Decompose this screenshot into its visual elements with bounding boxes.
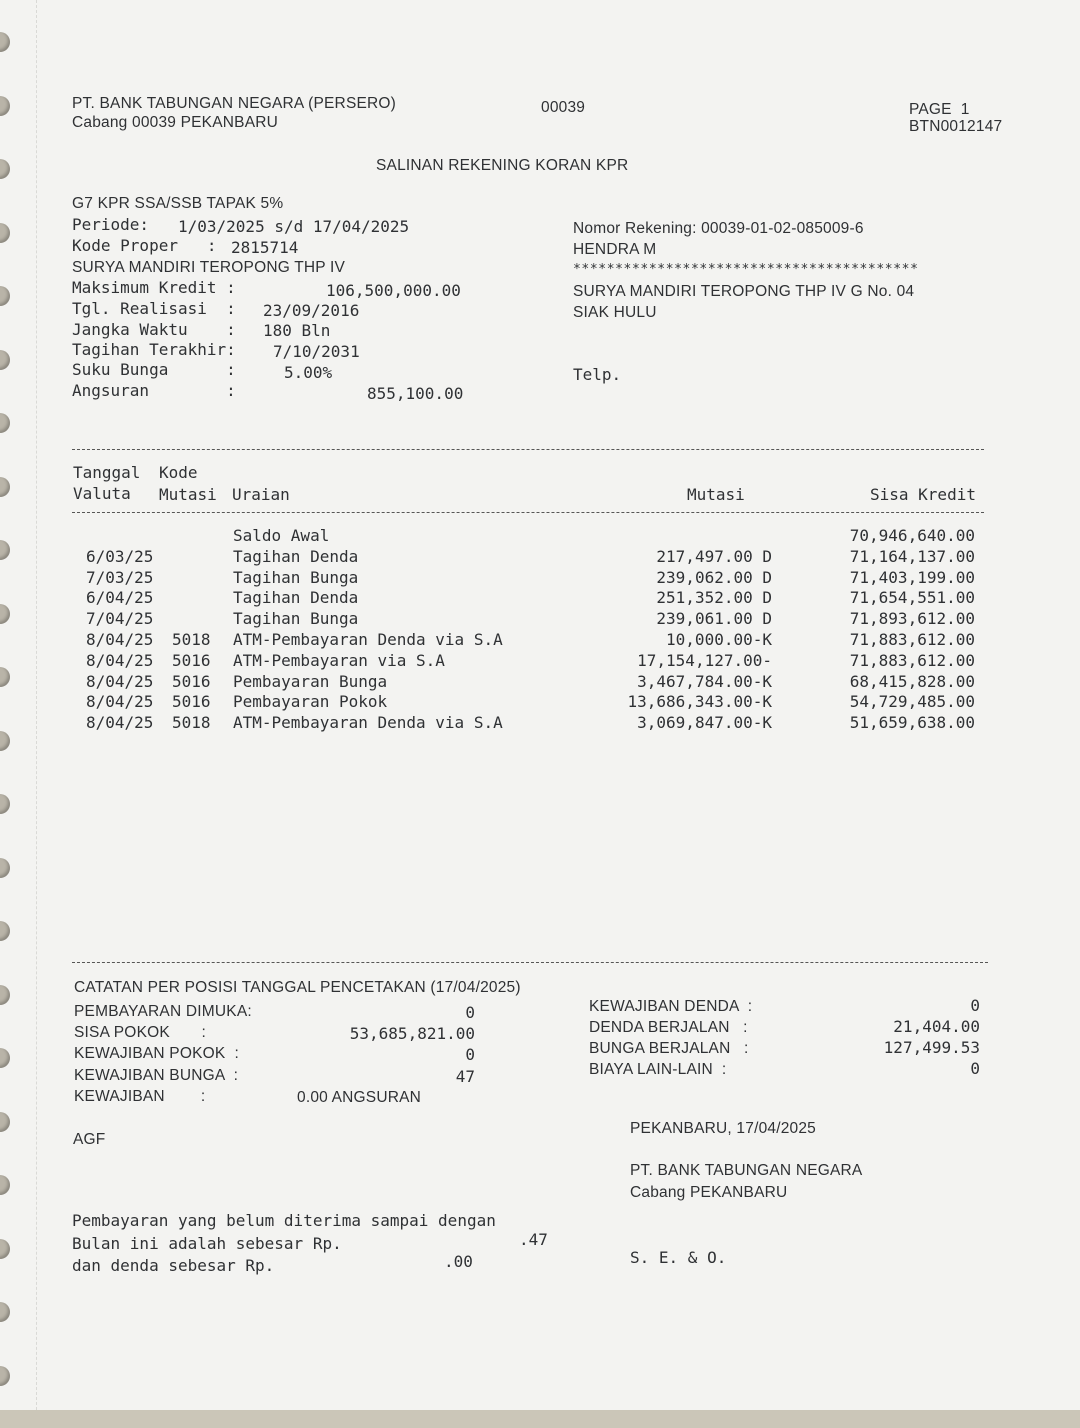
feed-hole xyxy=(0,858,10,878)
row-sisa: 71,654,551.00 xyxy=(849,588,975,608)
summary-left-value: 0.00 ANGSURAN xyxy=(297,1088,422,1106)
summary-left-label: KEWAJIBAN POKOK : xyxy=(74,1045,239,1063)
row-desc: ATM-Pembayaran via S.A xyxy=(233,650,445,670)
bank-name: PT. BANK TABUNGAN NEGARA (PERSERO) xyxy=(72,95,397,112)
summary-right-value: 127,499.53 xyxy=(883,1038,980,1057)
feed-hole xyxy=(0,159,10,179)
signature-branch: Cabang PEKANBARU xyxy=(630,1184,788,1201)
angsuran-label: Angsuran : xyxy=(72,381,236,400)
feed-hole xyxy=(0,794,10,814)
row-sisa: 71,893,612.00 xyxy=(849,609,975,629)
row-date: 8/04/25 xyxy=(86,630,154,649)
row-sisa: 71,403,199.00 xyxy=(849,567,975,587)
col-header-mutasi: Mutasi xyxy=(687,485,745,504)
feed-hole xyxy=(0,223,10,243)
branch-code: 00039 xyxy=(541,99,586,116)
page-number: PAGE 1 xyxy=(909,101,970,118)
row-code: 5018 xyxy=(172,713,211,733)
feed-hole xyxy=(0,286,10,306)
row-code: 5016 xyxy=(172,692,211,712)
feed-hole xyxy=(0,540,10,560)
statement-title: SALINAN REKENING KORAN KPR xyxy=(376,157,629,174)
col-header-kode: Kode xyxy=(159,463,198,482)
row-mutasi: 17,154,127.00- xyxy=(637,650,772,670)
kode-proper-label: Kode Proper : xyxy=(72,236,217,255)
row-desc: Pembayaran Bunga xyxy=(233,671,388,691)
address-line-1: SURYA MANDIRI TEROPONG THP IV G No. 04 xyxy=(573,283,915,300)
maks-kredit-label: Maksimum Kredit : xyxy=(72,278,236,297)
agf-code: AGF xyxy=(73,1131,106,1148)
row-mutasi: 251,352.00 D xyxy=(656,588,772,608)
seo-note: S. E. & O. xyxy=(630,1248,727,1267)
divider-header xyxy=(72,512,984,513)
summary-right-value: 21,404.00 xyxy=(893,1017,980,1036)
col-header-mutasi-code: Mutasi xyxy=(159,485,217,504)
row-mutasi: 3,467,784.00-K xyxy=(637,671,772,691)
row-code: 5018 xyxy=(172,630,211,649)
col-header-tanggal: Tanggal xyxy=(73,463,141,482)
row-sisa: 70,946,640.00 xyxy=(849,526,975,545)
divider-bottom xyxy=(72,962,988,963)
tagihan-terakhir-label: Tagihan Terakhir: xyxy=(72,340,236,359)
row-date: 7/04/25 xyxy=(86,609,154,629)
customer-name: HENDRA M xyxy=(573,241,657,258)
row-mutasi: 10,000.00-K xyxy=(666,630,772,649)
summary-title: CATATAN PER POSISI TANGGAL PENCETAKAN (17/04/2025) xyxy=(74,979,521,996)
suku-bunga-value: 5.00% xyxy=(284,363,333,382)
summary-left-label: PEMBAYARAN DIMUKA: xyxy=(74,1003,252,1020)
summary-right-label: KEWAJIBAN DENDA : xyxy=(589,998,753,1015)
row-sisa: 71,164,137.00 xyxy=(849,546,975,566)
feed-hole xyxy=(0,350,10,370)
feed-hole xyxy=(0,985,10,1005)
summary-left-value: 0 xyxy=(465,1003,475,1022)
col-header-valuta: Valuta xyxy=(73,484,131,503)
summary-left-label: SISA POKOK : xyxy=(74,1024,206,1042)
feed-hole xyxy=(0,96,10,116)
jangka-waktu-value: 180 Bln xyxy=(263,321,331,340)
summary-left-value: 47 xyxy=(455,1066,475,1086)
row-code: 5016 xyxy=(172,650,211,670)
row-date: 7/03/25 xyxy=(86,567,154,587)
document-id: BTN0012147 xyxy=(909,118,1003,135)
col-header-uraian: Uraian xyxy=(232,485,290,504)
project-name: SURYA MANDIRI TEROPONG THP IV xyxy=(72,259,346,276)
row-desc: Saldo Awal xyxy=(233,526,330,545)
row-date: 8/04/25 xyxy=(86,650,154,670)
telp-label: Telp. xyxy=(573,365,622,384)
feed-hole xyxy=(0,1302,10,1322)
row-sisa: 51,659,638.00 xyxy=(849,713,975,733)
feed-hole xyxy=(0,32,10,52)
feed-hole xyxy=(0,1175,10,1195)
summary-right-label: DENDA BERJALAN : xyxy=(589,1019,748,1036)
product-name: G7 KPR SSA/SSB TAPAK 5% xyxy=(72,195,284,212)
periode-label: Periode: xyxy=(72,215,150,234)
feed-hole xyxy=(0,667,10,687)
row-desc: Tagihan Denda xyxy=(233,546,359,566)
row-desc: Tagihan Denda xyxy=(233,588,359,608)
note-value-2: .47 xyxy=(519,1230,548,1249)
col-header-sisa-kredit: Sisa Kredit xyxy=(870,485,976,504)
feed-hole xyxy=(0,1112,10,1132)
row-sisa: 54,729,485.00 xyxy=(849,692,975,712)
row-code: 5016 xyxy=(172,671,211,691)
feed-hole xyxy=(0,731,10,751)
note-line-2: Bulan ini adalah sebesar Rp. xyxy=(72,1234,342,1253)
periode-value: 1/03/2025 s/d 17/04/2025 xyxy=(178,217,410,236)
summary-right-label: BUNGA BERJALAN : xyxy=(589,1040,749,1057)
row-desc: ATM-Pembayaran Denda via S.A xyxy=(233,630,503,649)
row-mutasi: 13,686,343.00-K xyxy=(627,692,772,712)
divider-top xyxy=(72,449,984,450)
note-line-3: dan denda sebesar Rp. xyxy=(72,1256,275,1275)
summary-right-value: 0 xyxy=(970,1059,980,1078)
row-mutasi: 239,061.00 D xyxy=(656,609,772,629)
row-desc: Pembayaran Pokok xyxy=(233,692,388,712)
tractor-feed-holes xyxy=(0,0,20,1410)
kode-proper-value: 2815714 xyxy=(231,238,299,257)
feed-hole xyxy=(0,604,10,624)
row-mutasi: 3,069,847.00-K xyxy=(637,713,772,733)
tgl-realisasi-label: Tgl. Realisasi : xyxy=(72,299,236,318)
signature-bank: PT. BANK TABUNGAN NEGARA xyxy=(630,1162,863,1179)
summary-left-value: 0 xyxy=(465,1045,475,1065)
row-desc: Tagihan Bunga xyxy=(233,609,359,629)
row-date: 8/04/25 xyxy=(86,713,154,733)
feed-hole xyxy=(0,1366,10,1386)
feed-hole xyxy=(0,1239,10,1259)
maks-kredit-value: 106,500,000.00 xyxy=(326,281,461,300)
masked-line: ***************************************** xyxy=(573,262,919,277)
suku-bunga-label: Suku Bunga : xyxy=(72,360,236,379)
feed-hole xyxy=(0,1048,10,1068)
row-sisa: 71,883,612.00 xyxy=(849,630,975,649)
row-sisa: 71,883,612.00 xyxy=(849,650,975,670)
row-mutasi: 217,497.00 D xyxy=(656,546,772,566)
nomor-rekening: Nomor Rekening: 00039-01-02-085009-6 xyxy=(573,220,864,237)
angsuran-value: 855,100.00 xyxy=(367,384,464,403)
summary-left-label: KEWAJIBAN BUNGA : xyxy=(74,1066,239,1084)
row-desc: ATM-Pembayaran Denda via S.A xyxy=(233,713,503,733)
address-line-2: SIAK HULU xyxy=(573,304,657,321)
summary-right-label: BIAYA LAIN-LAIN : xyxy=(589,1061,727,1078)
perforation-line xyxy=(36,0,37,1410)
row-sisa: 68,415,828.00 xyxy=(849,671,975,691)
row-date: 8/04/25 xyxy=(86,671,154,691)
tagihan-terakhir-value: 7/10/2031 xyxy=(273,342,360,361)
jangka-waktu-label: Jangka Waktu : xyxy=(72,320,236,339)
row-desc: Tagihan Bunga xyxy=(233,567,359,587)
row-date: 6/04/25 xyxy=(86,588,154,608)
feed-hole xyxy=(0,477,10,497)
feed-hole xyxy=(0,413,10,433)
row-date: 8/04/25 xyxy=(86,692,154,712)
summary-left-label: KEWAJIBAN : xyxy=(74,1087,206,1105)
feed-hole xyxy=(0,921,10,941)
tgl-realisasi-value: 23/09/2016 xyxy=(263,301,360,320)
place-date: PEKANBARU, 17/04/2025 xyxy=(630,1120,816,1137)
summary-right-value: 0 xyxy=(970,996,980,1015)
row-mutasi: 239,062.00 D xyxy=(656,567,772,587)
summary-left-value: 53,685,821.00 xyxy=(349,1024,475,1044)
note-value-3: .00 xyxy=(444,1252,473,1271)
row-date: 6/03/25 xyxy=(86,546,154,566)
note-line-1: Pembayaran yang belum diterima sampai dengan xyxy=(72,1211,496,1230)
branch-name: Cabang 00039 PEKANBARU xyxy=(72,114,279,131)
